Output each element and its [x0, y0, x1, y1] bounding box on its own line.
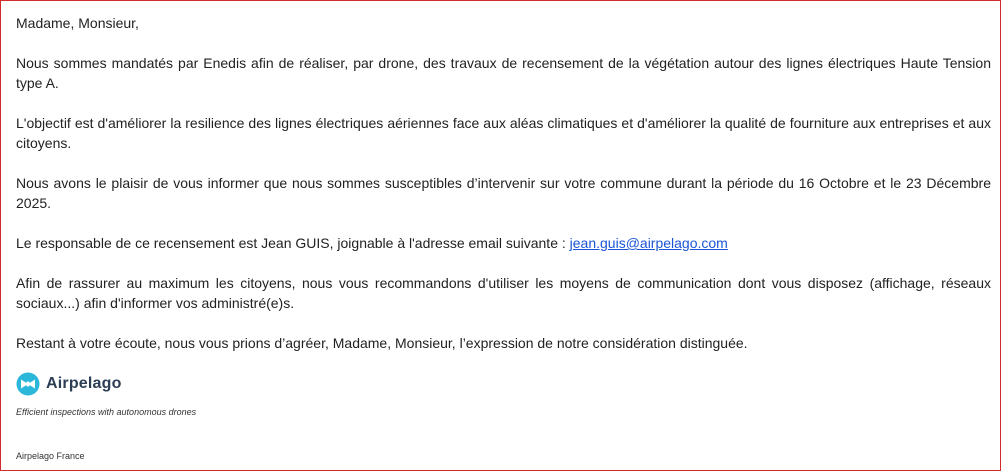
airpelago-drone-logo-icon	[16, 372, 40, 396]
email-greeting: Madame, Monsieur,	[16, 15, 139, 31]
email-signature	[16, 371, 196, 417]
email-body	[16, 13, 991, 353]
email-paragraph-mandate: Nous sommes mandatés par Enedis afin de réaliser, par drone, des travaux de recensement de la végétation autour des lignes électriques Haute Tension type A.	[16, 55, 991, 91]
email-paragraph-communication: Afin de rassurer au maximum les citoyens, nous vous recommandons d'utiliser les moyens de communication dont vous disposez (affichage, réseaux sociaux...) afin d'informer vos administré(e)s.	[16, 275, 991, 311]
contact-text: Le responsable de ce recensement est Jean GUIS, joignable à l'adresse email suivante :	[16, 235, 570, 251]
email-paragraph-period: Nous avons le plaisir de vous informer que nous sommes susceptibles d’intervenir sur votre commune durant la période du 16 Octobre et le 23 Décembre 2025.	[16, 175, 991, 211]
contact-email-link[interactable]: jean.guis@airpelago.com	[569, 235, 728, 251]
signature-tagline: Efficient inspections with autonomous drones	[16, 407, 197, 417]
email-paragraph-contact	[16, 233, 991, 253]
company-logo	[16, 371, 196, 397]
signature-company: Airpelago France	[16, 451, 85, 461]
email-paragraph-objective: L'objectif est d'améliorer la resilience des lignes électriques aériennes face aux aléas climatiques et d'améliorer la qualité de fourniture aux entreprises et aux citoyens.	[16, 115, 991, 151]
email-closing: Restant à votre écoute, nous vous prions d’agréer, Madame, Monsieur, l’expression de notre considération distinguée.	[16, 335, 748, 351]
logo-wordmark: Airpelago	[46, 375, 122, 392]
